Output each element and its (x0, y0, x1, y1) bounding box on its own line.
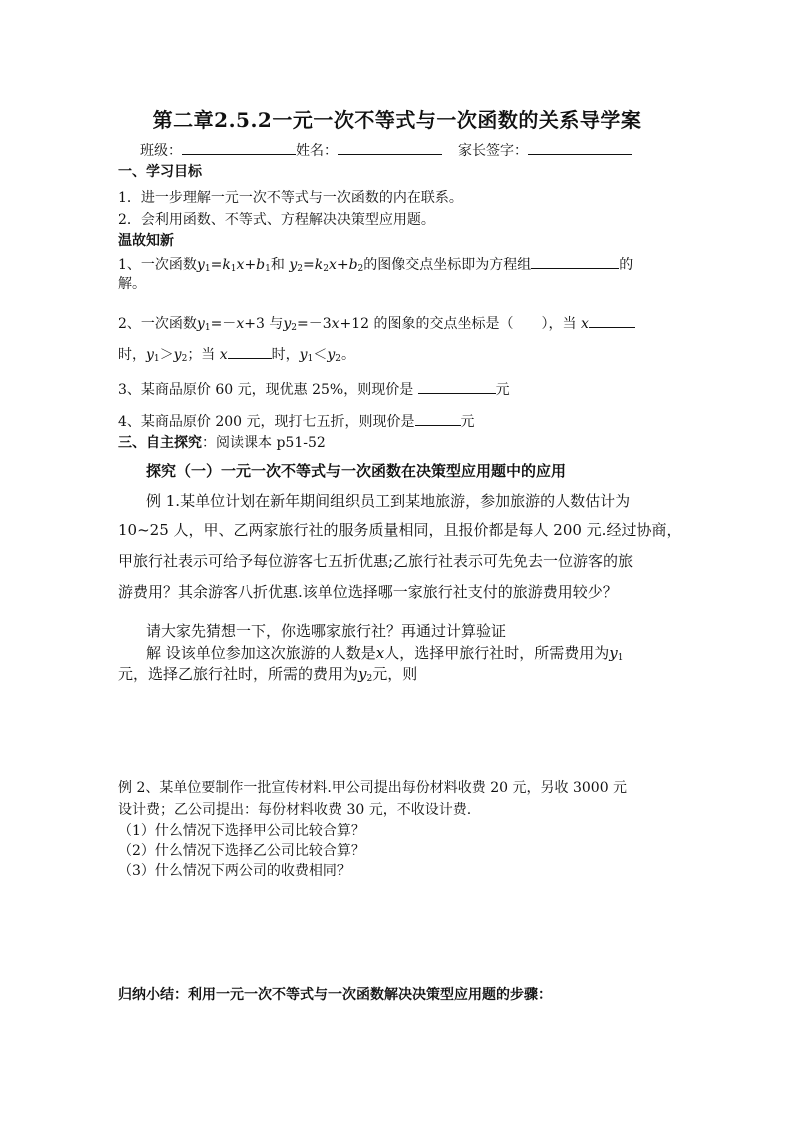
example-1-line-4: 游费用？其余游客八折优惠.该单位选择哪一家旅行社支付的旅游费用较少？ (118, 583, 618, 601)
review-question-1: 1、一次函数$y_1=k_1x+b_1$和 $y_2=k_2x+b_2$的图像交点坐标即为方程组 的 (118, 253, 633, 275)
example-1-line-3: 甲旅行社表示可给予每位游客七五折优惠;乙旅行社表示可先免去一位游客的旅 (118, 552, 634, 570)
review-question-1-cont: 解。 (118, 276, 146, 292)
question-1: （1）什么情况下选择甲公司比较合算？ (118, 823, 365, 839)
answer-blank-x1[interactable] (589, 312, 635, 328)
goal-2: 2．会利用函数、不等式、方程解决决策型应用题。 (118, 212, 435, 228)
example-2-line-2: 设计费；乙公司提出：每份材料收费 30 元，不收设计费. (118, 802, 472, 818)
answer-blank-system[interactable] (531, 253, 619, 269)
example-2-line-1: 例 2、某单位要制作一批宣传材料.甲公司提出每份材料收费 20 元，另收 3000 元 (118, 780, 628, 796)
answer-blank-price-1[interactable] (418, 378, 496, 394)
parent-sign-field[interactable] (528, 139, 632, 155)
solution-line-2: 元，选择乙旅行社时，所需的费用为$y_2$元，则 (118, 665, 418, 684)
review-question-3: 3、某商品原价 60 元，现优惠 25%，则现价是 元 (118, 378, 510, 400)
class-label: 班级： (140, 143, 182, 159)
parent-sign-label: 家长签字： (458, 143, 528, 159)
guess-prompt: 请大家先猜想一下，你选哪家旅行社？再通过计算验证 (146, 622, 507, 640)
review-question-2-cont: 时，$y_1>y_2$；当 x 时，$y_1<y_2$。 (118, 343, 355, 365)
summary-heading: 归纳小结：利用一元一次不等式与一次函数解决决策型应用题的步骤： (118, 987, 552, 1003)
page-title: 第二章2.5.2一元一次不等式与一次函数的关系导学案 (152, 108, 642, 132)
explore-heading: 三、自主探究：阅读课本 p51-52 (118, 435, 326, 451)
class-field[interactable] (182, 139, 296, 155)
explore-subheading: 探究（一）一元一次不等式与一次函数在决策型应用题中的应用 (146, 462, 567, 480)
goal-1: 1．进一步理解一元一次不等式与一次函数的内在联系。 (118, 190, 463, 206)
question-2: （2）什么情况下选择乙公司比较合算？ (118, 843, 365, 859)
answer-blank-x2[interactable] (228, 343, 272, 359)
solution-line-1: 解 设该单位参加这次旅游的人数是x人，选择甲旅行社时，所需费用为$y_1$ (146, 644, 624, 663)
example-1-line-1: 例 1.某单位计划在新年期间组织员工到某地旅游，参加旅游的人数估计为 (146, 492, 631, 510)
name-label: 姓名： (296, 143, 338, 159)
student-info-row (140, 139, 632, 161)
question-3: （3）什么情况下两公司的收费相同？ (118, 863, 351, 879)
name-field[interactable] (338, 139, 442, 155)
review-question-2: 2、一次函数$y_1=-x+3$ 与$y_2=-3x+12$ 的图象的交点坐标是（ ），当 x (118, 312, 635, 334)
review-question-4: 4、某商品原价 200 元，现打七五折，则现价是 元 (118, 410, 475, 432)
review-heading: 温故知新 (118, 233, 174, 249)
example-1-line-2: 10~25 人，甲、乙两家旅行社的服务质量相同，且报价都是每人 200 元.经过协商， (118, 521, 682, 539)
goals-heading: 一、学习目标 (118, 164, 202, 180)
answer-blank-price-2[interactable] (415, 410, 461, 426)
